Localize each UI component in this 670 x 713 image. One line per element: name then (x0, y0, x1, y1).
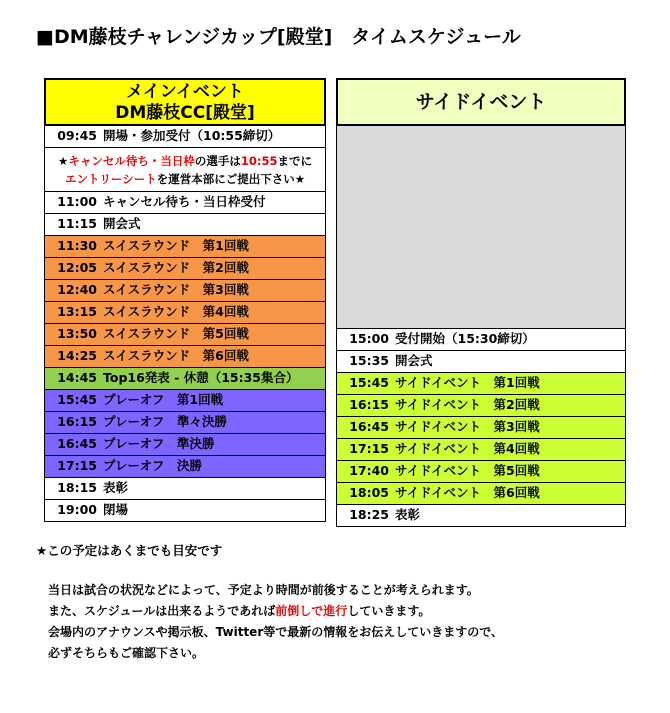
row-time: 12:40 (57, 282, 97, 297)
schedule-row (44, 126, 326, 148)
row-time: 12:05 (57, 260, 97, 275)
row-label: 表彰 (103, 480, 129, 495)
footer-line (48, 602, 430, 619)
note-deadline: 10:55 (240, 154, 278, 168)
schedule-row (44, 434, 326, 456)
schedule-row (44, 346, 326, 368)
row-time: 14:45 (57, 370, 97, 385)
row-time: 11:00 (57, 194, 97, 209)
row-time: 17:15 (57, 458, 97, 473)
row-label: キャンセル待ち・当日枠受付 (103, 194, 266, 209)
row-time: 11:30 (57, 238, 97, 253)
row-label: サイドイベント 第1回戦 (395, 375, 540, 390)
row-time: 16:45 (349, 419, 389, 434)
row-label: 閉場 (103, 502, 129, 517)
row-time: 13:15 (57, 304, 97, 319)
row-time: 16:15 (57, 414, 97, 429)
footer-text: また、スケジュールは出来るようであれば (48, 604, 276, 618)
schedule-row (44, 368, 326, 390)
main-event-column (44, 78, 326, 522)
row-label: 開会式 (103, 216, 141, 231)
main-header-line2: DM藤枝CC[殿堂] (115, 103, 255, 123)
schedule-row (336, 439, 626, 461)
schedule-row (336, 461, 626, 483)
row-time: 19:00 (57, 502, 97, 517)
note-entry-sheet: エントリーシート (64, 172, 157, 186)
note-text: の選手は (194, 154, 241, 168)
schedule-row (44, 500, 326, 522)
footer-line: 必ずそちらもご確認下さい。 (48, 646, 205, 660)
row-time: 09:45 (57, 128, 97, 143)
row-label: サイドイベント 第3回戦 (395, 419, 540, 434)
estimate-note: ★この予定はあくまでも目安です (36, 543, 223, 558)
footer-line: 当日は試合の状況などによって、予定より時間が前後することが考えられます。 (48, 583, 479, 597)
row-time: 18:15 (57, 480, 97, 495)
schedule-row (336, 395, 626, 417)
side-event-header: サイドイベント (336, 78, 626, 126)
row-label: スイスラウンド 第6回戦 (103, 348, 249, 363)
note-star: ★ (58, 154, 69, 168)
schedule-row (336, 417, 626, 439)
row-time: 15:45 (57, 392, 97, 407)
schedule-row (336, 329, 626, 351)
schedule-row (336, 351, 626, 373)
footer-text: していきます。 (347, 604, 431, 618)
page-title: ■DM藤枝チャレンジカップ[殿堂] タイムスケジュール (36, 26, 521, 48)
row-label: プレーオフ 決勝 (103, 458, 202, 473)
schedule-row (44, 280, 326, 302)
row-label: サイドイベント 第6回戦 (395, 485, 540, 500)
empty-block (336, 126, 626, 329)
row-time: 17:15 (349, 441, 389, 456)
row-time: 15:35 (349, 353, 389, 368)
entry-note (44, 148, 326, 192)
row-time: 18:05 (349, 485, 389, 500)
row-label: プレーオフ 準々決勝 (103, 414, 227, 429)
schedule-row (44, 456, 326, 478)
row-label: サイドイベント 第2回戦 (395, 397, 540, 412)
footer-line: 会場内のアナウンスや掲示板、Twitter等で最新の情報をお伝えしていきますので、 (48, 625, 503, 639)
schedule-row (44, 302, 326, 324)
row-label: スイスラウンド 第5回戦 (103, 326, 249, 341)
row-time: 18:25 (349, 507, 389, 522)
row-label: 受付開始（15:30締切） (395, 331, 535, 346)
row-label: プレーオフ 第1回戦 (103, 392, 224, 407)
row-label: スイスラウンド 第3回戦 (103, 282, 249, 297)
row-label: サイドイベント 第5回戦 (395, 463, 540, 478)
row-label: スイスラウンド 第2回戦 (103, 260, 249, 275)
footer-highlight: 前倒しで進行 (275, 604, 348, 618)
side-event-column (336, 78, 626, 527)
row-time: 15:45 (349, 375, 389, 390)
schedule-row (44, 214, 326, 236)
row-time: 14:25 (57, 348, 97, 363)
main-header-line1: メインイベント (126, 82, 244, 102)
row-label: スイスラウンド 第1回戦 (103, 238, 249, 253)
schedule-row (44, 478, 326, 500)
row-time: 16:15 (349, 397, 389, 412)
schedule-row (44, 324, 326, 346)
row-label: サイドイベント 第4回戦 (395, 441, 540, 456)
schedule-row (44, 412, 326, 434)
schedule-row (336, 373, 626, 395)
row-time: 16:45 (57, 436, 97, 451)
schedule-row (336, 505, 626, 527)
row-label: 開会式 (395, 353, 433, 368)
schedule-row (44, 192, 326, 214)
row-label: スイスラウンド 第4回戦 (103, 304, 249, 319)
schedule-row (44, 236, 326, 258)
schedule-row (44, 390, 326, 412)
note-text: を運営本部にご提出下さい★ (156, 172, 306, 186)
row-time: 17:40 (349, 463, 389, 478)
row-time: 13:50 (57, 326, 97, 341)
row-label: 表彰 (395, 507, 421, 522)
note-text: までに (277, 154, 312, 168)
row-label: プレーオフ 準決勝 (103, 436, 215, 451)
main-rows (44, 192, 326, 522)
main-event-header (44, 78, 326, 126)
row-time: 11:15 (57, 216, 97, 231)
note-late-entry: キャンセル待ち・当日枠 (68, 154, 195, 168)
row-time: 15:00 (349, 331, 389, 346)
row-label: Top16発表 - 休憩（15:35集合） (103, 370, 299, 385)
schedule-row (44, 258, 326, 280)
row-label: 開場・参加受付（10:55締切） (103, 128, 281, 143)
schedule-row (336, 483, 626, 505)
